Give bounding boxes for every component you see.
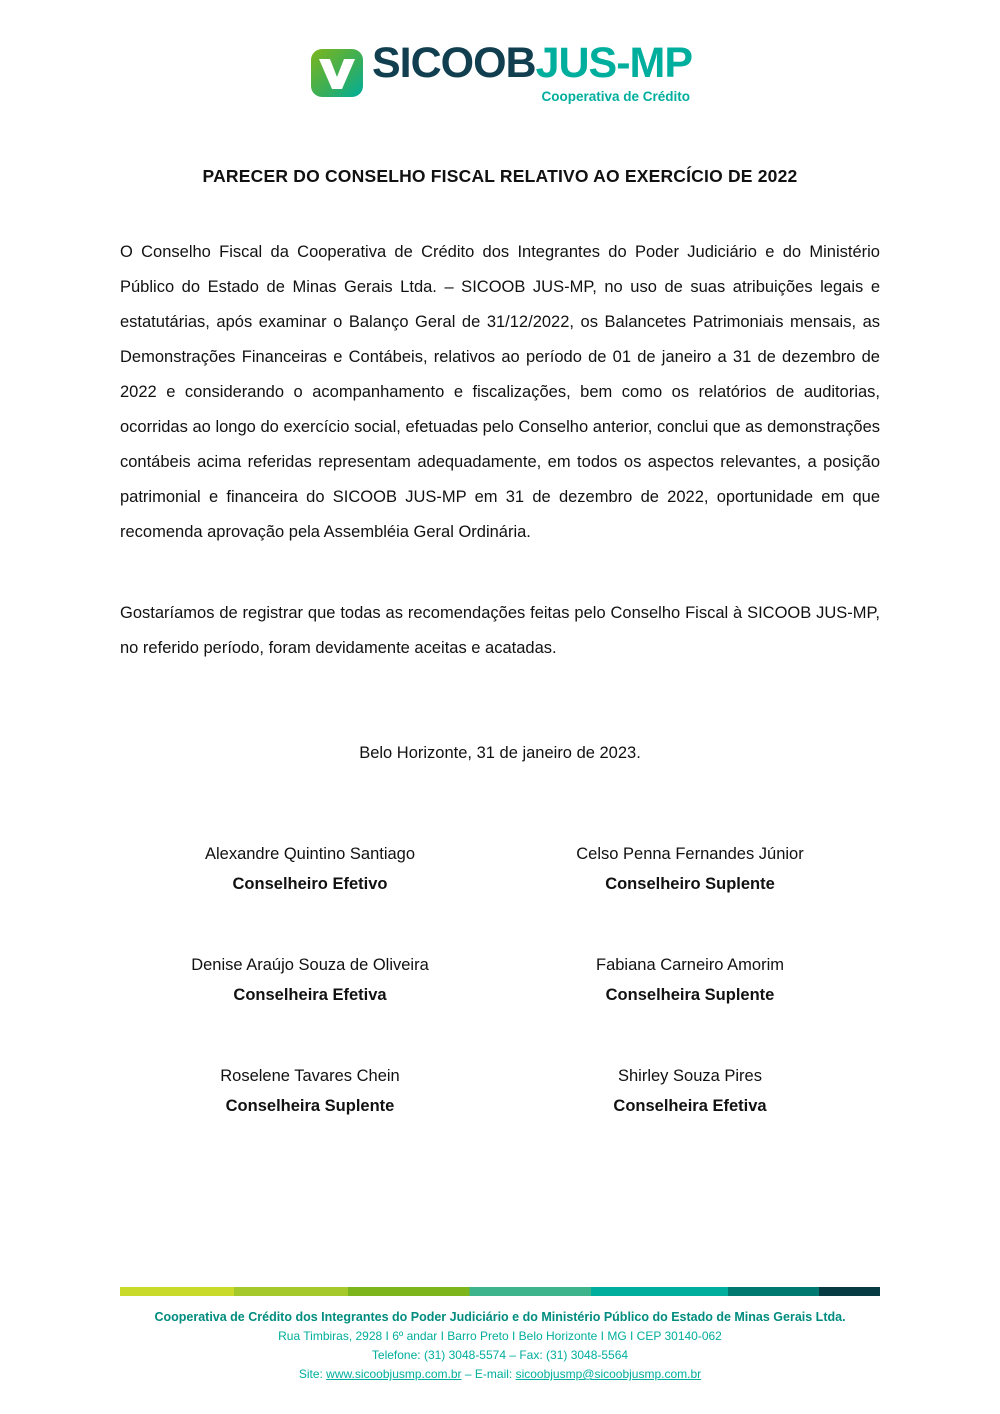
footer-company: Cooperativa de Crédito dos Integrantes do Poder Judiciário e do Ministério Público do Estado de Minas Gerais Ltda. — [154, 1310, 846, 1324]
signature-block — [120, 956, 500, 1005]
signature-block — [120, 1067, 500, 1116]
signer-role: Conselheira Efetiva — [233, 986, 387, 1004]
footer-color-bar — [120, 1287, 880, 1296]
logo-brand: SICOOB — [371, 39, 536, 87]
signer-role: Conselheira Efetiva — [613, 1097, 767, 1115]
signer-role: Conselheiro Efetivo — [232, 875, 388, 893]
page-footer — [120, 1287, 880, 1414]
footer-phone: Telefone: (31) 3048-5574 – Fax: (31) 3048-5564 — [371, 1348, 629, 1362]
signature-block — [120, 845, 500, 894]
sicoob-logo-icon — [308, 46, 366, 100]
signer-role: Conselheira Suplente — [605, 986, 775, 1004]
footer-address: Rua Timbiras, 2928 I 6º andar I Barro Preto I Belo Horizonte I MG I CEP 30140-062 — [278, 1329, 722, 1343]
signature-block — [500, 1067, 880, 1116]
logo — [120, 39, 880, 104]
dateline: Belo Horizonte, 31 de janeiro de 2023. — [359, 744, 641, 762]
footer-site-link[interactable]: www.sicoobjusmp.com.br — [326, 1367, 462, 1381]
signature-block — [500, 845, 880, 894]
logo-text — [371, 39, 693, 104]
document-title: PARECER DO CONSELHO FISCAL RELATIVO AO EXERCÍCIO DE 2022 — [202, 166, 798, 186]
signer-name: Roselene Tavares Chein — [220, 1067, 400, 1085]
paragraph-1: O Conselho Fiscal da Cooperativa de Crédito dos Integrantes do Poder Judiciário e do Ministério Público do Estado de Minas Gerais Ltda. – SICOOB JUS-MP, no uso de suas atribuições legais e estatutárias, após examinar o Balanço Geral de 31/12/2022, os Balancetes Patrimoniais mensais, as Demonstrações Financeiras e Contábeis, relativos ao período de 01 de janeiro a 31 de dezembro de 2022 e considerando o acompanhamento e fiscalizações, bem como os relatórios de auditorias, ocorridas ao longo do exercício social, efetuadas pelo Conselho anterior, conclui que as demonstrações contábeis acima referidas representam adequadamente, em todos os aspectos relevantes, a posição patrimonial e financeira do SICOOB JUS-MP em 31 de dezembro de 2022, oportunidade em que recomenda aprovação pela Assembléia Geral Ordinária. — [120, 243, 880, 541]
footer-email-label: – E-mail: — [464, 1367, 513, 1381]
signer-name: Alexandre Quintino Santiago — [204, 845, 416, 863]
signer-name: Shirley Souza Pires — [618, 1067, 762, 1085]
footer-site-label: Site: — [298, 1367, 323, 1381]
signer-role: Conselheiro Suplente — [605, 875, 775, 893]
signature-block — [500, 956, 880, 1005]
logo-tagline: Cooperativa de Crédito — [541, 89, 691, 104]
footer-contact-line — [120, 1365, 880, 1384]
signature-grid — [120, 845, 880, 1116]
signer-name: Celso Penna Fernandes Júnior — [576, 845, 804, 863]
paragraph-2: Gostaríamos de registrar que todas as recomendações feitas pelo Conselho Fiscal à SICOOB JUS-MP, no referido período, foram devidamente aceitas e acatadas. — [120, 604, 880, 657]
signer-name: Denise Araújo Souza de Oliveira — [191, 956, 429, 974]
footer-email-link[interactable]: sicoobjusmp@sicoobjusmp.com.br — [515, 1367, 702, 1381]
signer-role: Conselheira Suplente — [225, 1097, 395, 1115]
logo-suffix: JUS-MP — [535, 39, 693, 87]
signer-name: Fabiana Carneiro Amorim — [596, 956, 784, 974]
